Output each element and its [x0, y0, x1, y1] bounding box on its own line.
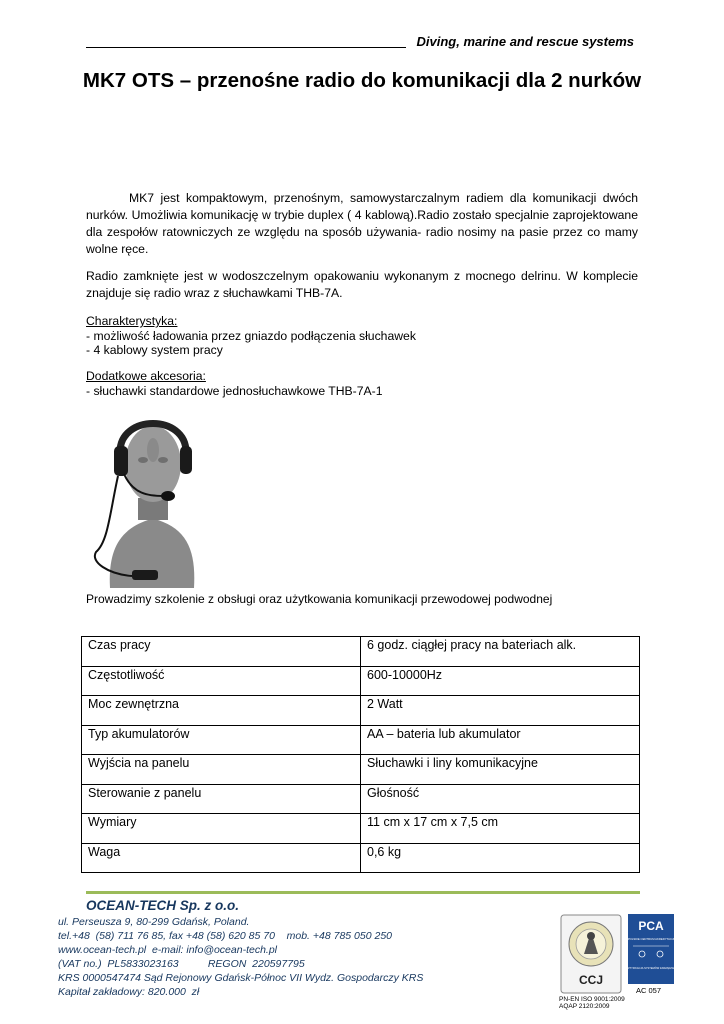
- spec-label: Wyjścia na panelu: [82, 755, 361, 785]
- spec-value: 0,6 kg: [361, 843, 640, 873]
- address-line: KRS 0000547474 Sąd Rejonowy Gdańsk-Północ VII Wydz. Gospodarczy KRS: [58, 972, 424, 984]
- feature-item: - 4 kablowy system pracy: [86, 343, 223, 357]
- address-line: Kapitał zakładowy: 820.000 zł: [58, 986, 200, 998]
- address-line: ul. Perseusza 9, 80-299 Gdańsk, Poland.: [58, 916, 250, 928]
- header-tagline: Diving, marine and rescue systems: [416, 34, 634, 49]
- ac-number: AC 057: [636, 986, 662, 995]
- accessories-section: [86, 369, 382, 398]
- table-row: [82, 814, 640, 844]
- spec-label: Wymiary: [82, 814, 361, 844]
- company-address: [58, 915, 423, 999]
- table-row: [82, 843, 640, 873]
- table-row: [82, 755, 640, 785]
- spec-label: Typ akumulatorów: [82, 725, 361, 755]
- housing-paragraph: Radio zamknięte jest w wodoszczelnym opakowaniu wykonanym z mocnego delrinu. W komplecie znajduje się radio wraz z słuchawkami THB-7A.: [86, 269, 638, 300]
- footer-divider: [86, 891, 640, 894]
- spec-value: Słuchawki i liny komunikacyjne: [361, 755, 640, 785]
- headset-mannequin-photo: [88, 402, 216, 588]
- accessories-heading: Dodatkowe akcesoria:: [86, 369, 206, 383]
- pca-label: PCA: [638, 919, 664, 933]
- spec-value: 6 godz. ciągłej pracy na bateriach alk.: [361, 637, 640, 667]
- spec-value: AA – bateria lub akumulator: [361, 725, 640, 755]
- ccj-label: CCJ: [578, 973, 604, 987]
- address-line: tel.+48 (58) 711 76 85, fax +48 (58) 620 85 70 mob. +48 785 050 250: [58, 930, 393, 942]
- standard-line: PN-EN ISO 9001:2009: [559, 996, 625, 1003]
- table-row: [82, 666, 640, 696]
- address-line: www.ocean-tech.pl e-mail: info@ocean-tech.pl: [58, 944, 278, 956]
- pca-certificate-logo: [624, 914, 678, 984]
- spec-value: 2 Watt: [361, 696, 640, 726]
- spec-value: 600-10000Hz: [361, 666, 640, 696]
- table-row: [82, 637, 640, 667]
- spec-label: Moc zewnętrzna: [82, 696, 361, 726]
- company-name: OCEAN-TECH Sp. z o.o.: [86, 898, 239, 913]
- standards-list: [559, 996, 625, 1010]
- spec-value: 11 cm x 17 cm x 7,5 cm: [361, 814, 640, 844]
- pca-sub2: CERTYFIKACJA SYSTEMÓW ZARZĄDZANIA: [624, 967, 678, 970]
- features-heading: Charakterystyka:: [86, 314, 178, 328]
- accessory-item: - słuchawki standardowe jednosłuchawkowe THB-7A-1: [86, 383, 383, 398]
- spec-label: Częstotliwość: [82, 666, 361, 696]
- spec-label: Czas pracy: [82, 637, 361, 667]
- table-row: [82, 696, 640, 726]
- table-row: [82, 725, 640, 755]
- spec-label: Waga: [82, 843, 361, 873]
- table-row: [82, 784, 640, 814]
- page-title: MK7 OTS – przenośne radio do komunikacji dla 2 nurków: [82, 69, 642, 92]
- features-section: [86, 314, 416, 358]
- feature-item: - możliwość ładowania przez gniazdo podłączenia słuchawek: [86, 328, 416, 343]
- header-rule: [86, 47, 406, 48]
- spec-value: Głośność: [361, 784, 640, 814]
- intro-paragraph: MK7 jest kompaktowym, przenośnym, samowystarczalnym radiem dla komunikacji dwóch nurków. Umożliwia komunikację w trybie duplex ( 4 kablową).Radio zostało specjalnie zaprojektowane dla zespołów ratowniczych ze względu na sposób używania- radio nosimy na pasie przez co mamy wolne ręce.: [86, 191, 638, 256]
- spec-label: Sterowanie z panelu: [82, 784, 361, 814]
- photo-caption: Prowadzimy szkolenie z obsługi oraz użytkowania komunikacji przewodowej podwodnej: [86, 592, 553, 606]
- address-line: (VAT no.) PL5833023163 REGON 220597795: [58, 958, 305, 970]
- pca-sub: POLSKIE CENTRUM AKREDYTACJI: [627, 937, 675, 941]
- standard-line: AQAP 2120:2009: [559, 1003, 610, 1010]
- ccj-certificate-logo: [560, 914, 622, 994]
- spec-table: [81, 636, 640, 873]
